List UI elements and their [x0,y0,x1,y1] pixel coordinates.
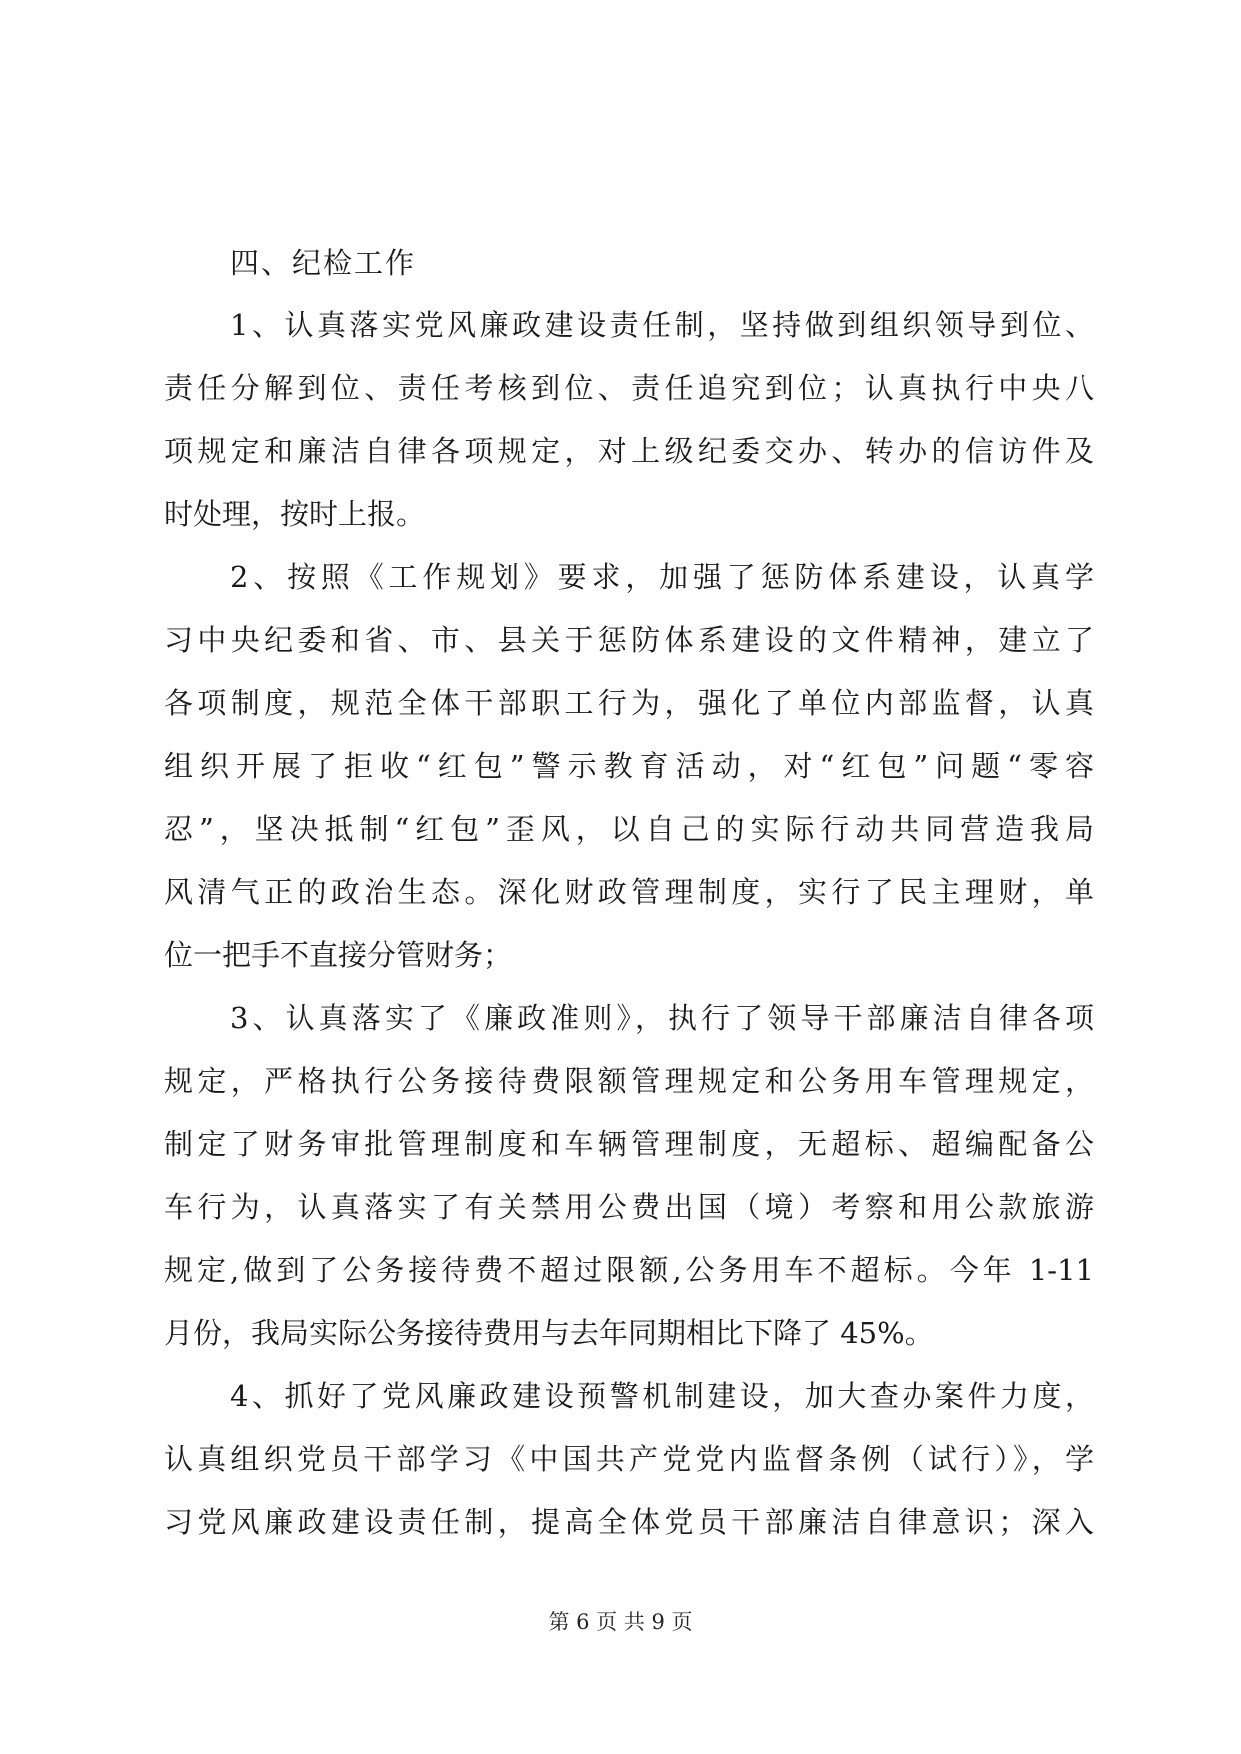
paragraph-4 [164,1365,1094,1554]
page-number-footer: 第 6 页 共 9 页 [548,1610,693,1634]
paragraph-line: 3、认真落实了《廉政准则》，执行了领导干部廉洁自律各项 [230,1001,1094,1035]
paragraph-line: 忍”，坚决抵制“红包”歪风，以自己的实际行动共同营造我局 [164,812,1094,846]
paragraph-line: 责任分解到位、责任考核到位、责任追究到位；认真执行中央八 [164,371,1094,405]
paragraph-line: 4、抓好了党风廉政建设预警机制建设，加大查办案件力度， [230,1379,1094,1413]
paragraph-line: 月份，我局实际公务接待费用与去年同期相比下降了 45%。 [164,1316,934,1350]
paragraph-line: 车行为，认真落实了有关禁用公费出国（境）考察和用公款旅游 [164,1190,1094,1224]
paragraph-line: 规定，严格执行公务接待费限额管理规定和公务用车管理规定， [164,1064,1094,1098]
paragraph-2 [164,546,1094,987]
paragraph-3 [164,987,1094,1365]
paragraph-line: 1、认真落实党风廉政建设责任制，坚持做到组织领导到位、 [230,308,1094,342]
paragraph-line: 位一把手不直接分管财务； [164,938,513,972]
page-content [164,232,1094,1554]
paragraph-line: 组织开展了拒收“红包”警示教育活动，对“红包”问题“零容 [164,749,1094,783]
section-heading: 四、纪检工作 [230,246,417,280]
paragraph-line: 2、按照《工作规划》要求，加强了惩防体系建设，认真学 [230,560,1094,594]
paragraph-line: 认真组织党员干部学习《中国共产党党内监督条例（试行）》，学 [164,1442,1094,1476]
paragraph-line: 风清气正的政治生态。深化财政管理制度，实行了民主理财，单 [164,875,1094,909]
paragraph-line: 项规定和廉洁自律各项规定，对上级纪委交办、转办的信访件及 [164,434,1094,468]
paragraph-line: 规定,做到了公务接待费不超过限额,公务用车不超标。今年 1-11 [164,1253,1094,1287]
paragraph-line: 时处理，按时上报。 [164,497,426,531]
paragraph-line: 各项制度，规范全体干部职工行为，强化了单位内部监督，认真 [164,686,1094,720]
paragraph-line: 制定了财务审批管理制度和车辆管理制度，无超标、超编配备公 [164,1127,1094,1161]
paragraph-1 [164,294,1094,546]
paragraph-line: 习中央纪委和省、市、县关于惩防体系建设的文件精神，建立了 [164,623,1094,657]
paragraph-line: 习党风廉政建设责任制，提高全体党员干部廉洁自律意识；深入 [164,1505,1094,1539]
